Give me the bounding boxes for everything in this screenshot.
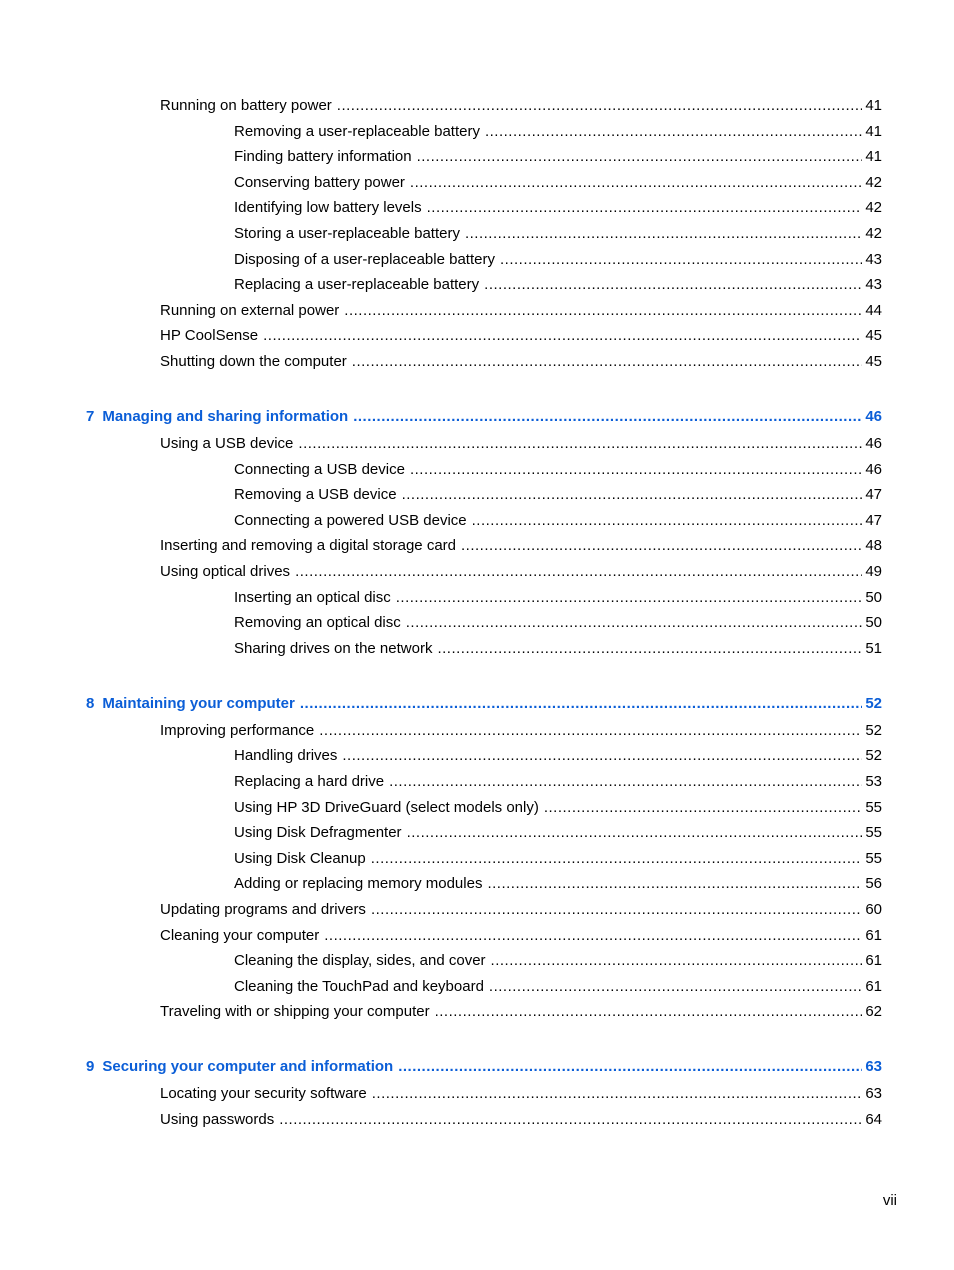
dot-leader [398, 1056, 862, 1078]
dot-leader [487, 873, 862, 895]
toc-entry-title [234, 172, 410, 194]
toc-entry[interactable] [234, 510, 882, 532]
toc-entry-title [234, 197, 427, 219]
toc-page-number: 50 [865, 589, 882, 606]
toc-entry-text: Traveling with or shipping your computer [160, 1003, 430, 1020]
toc-entry-title [160, 433, 298, 455]
dot-leader [319, 720, 862, 742]
dot-leader [484, 274, 862, 296]
toc-entry-title [234, 638, 437, 660]
dot-leader [353, 406, 862, 428]
toc-entry[interactable] [160, 351, 882, 373]
toc-page-number: 61 [865, 978, 882, 995]
chapter-number: 8 [86, 695, 95, 712]
toc-entry-text: Disposing of a user-replaceable battery [234, 251, 495, 268]
toc-entry-title [160, 1001, 435, 1023]
dot-leader [485, 121, 862, 143]
dot-leader [435, 1001, 863, 1023]
toc-entry-title [234, 976, 489, 998]
toc-entry-text: Using Disk Cleanup [234, 850, 366, 867]
toc-page-number: 48 [865, 537, 882, 554]
toc-entry-title [234, 223, 465, 245]
toc-entry-text: Cleaning your computer [160, 927, 320, 944]
toc-page-number: 63 [865, 1085, 882, 1102]
toc-entry[interactable] [160, 1083, 882, 1105]
toc-entry[interactable] [234, 274, 882, 296]
dot-leader [337, 95, 863, 117]
toc-entry-title [86, 1056, 398, 1078]
dot-leader [406, 612, 863, 634]
dot-leader [407, 822, 863, 844]
toc-page-number: 47 [865, 512, 882, 529]
dot-leader [371, 848, 863, 870]
toc-page-number: 42 [865, 199, 882, 216]
toc-entry-text: HP CoolSense [160, 327, 259, 344]
toc-entry[interactable] [160, 1109, 882, 1131]
toc-page-number: 62 [865, 1003, 882, 1020]
toc-page-number: 55 [865, 824, 882, 841]
toc-entry-text: Locating your security software [160, 1085, 367, 1102]
toc-page-number: 41 [865, 97, 882, 114]
toc-page-number: 46 [865, 435, 882, 452]
toc-entry[interactable] [234, 873, 882, 895]
toc-page-number: 61 [865, 927, 882, 944]
toc-entry-title [160, 95, 337, 117]
dot-leader [324, 925, 862, 947]
toc-page-number: 42 [865, 174, 882, 191]
dot-leader [410, 459, 862, 481]
toc-page-number: 44 [865, 302, 882, 319]
dot-leader [342, 745, 862, 767]
toc-page-number: 52 [865, 747, 882, 764]
toc-entry-title [234, 771, 389, 793]
toc-entry-text: Cleaning the TouchPad and keyboard [234, 978, 484, 995]
toc-entry-text: Identifying low battery levels [234, 199, 422, 216]
toc-entry-title [234, 249, 500, 271]
toc-page-number: 63 [865, 1058, 882, 1075]
toc-entry[interactable] [160, 899, 882, 921]
toc-entry[interactable] [234, 771, 882, 793]
toc-entry[interactable] [160, 535, 882, 557]
toc-entry[interactable] [234, 223, 882, 245]
toc-entry-text: Managing and sharing information [102, 408, 349, 425]
dot-leader [472, 510, 863, 532]
toc-entry[interactable] [234, 950, 882, 972]
toc-entry[interactable] [160, 300, 882, 322]
toc-entry-text: Replacing a hard drive [234, 773, 385, 790]
toc-entry[interactable] [234, 822, 882, 844]
toc-entry-text: Connecting a USB device [234, 461, 405, 478]
toc-entry-title [234, 459, 410, 481]
dot-leader [298, 433, 862, 455]
toc-entry-title [160, 325, 263, 347]
toc-entry-title [234, 612, 406, 634]
toc-entry-text: Shutting down the computer [160, 353, 347, 370]
toc-entry-title [160, 925, 324, 947]
toc-entry-title [234, 950, 491, 972]
toc-page-number: 43 [865, 251, 882, 268]
dot-leader [300, 693, 862, 715]
toc-entry-text: Using passwords [160, 1111, 275, 1128]
toc-entry[interactable] [234, 484, 882, 506]
toc-entry-title [160, 899, 371, 921]
dot-leader [263, 325, 862, 347]
toc-entry-text: Securing your computer and information [102, 1058, 394, 1075]
toc-entry-text: Improving performance [160, 722, 315, 739]
toc-entry[interactable] [234, 848, 882, 870]
toc-chapter-entry[interactable] [86, 1056, 882, 1078]
toc-entry-title [234, 587, 396, 609]
toc-entry-title [160, 561, 295, 583]
toc-entry-text: Inserting and removing a digital storage card [160, 537, 457, 554]
toc-entry-title [234, 510, 472, 532]
toc-entry[interactable] [160, 433, 882, 455]
toc-page-number: 55 [865, 850, 882, 867]
dot-leader [544, 797, 862, 819]
toc-page-number: 41 [865, 148, 882, 165]
toc-entry-title [160, 1109, 279, 1131]
toc-entry-text: Running on external power [160, 302, 340, 319]
toc-entry-title [160, 300, 344, 322]
dot-leader [500, 249, 862, 271]
toc-entry[interactable] [160, 1001, 882, 1023]
toc-entry-text: Using a USB device [160, 435, 294, 452]
toc-entry-text: Using HP 3D DriveGuard (select models only) [234, 799, 539, 816]
dot-leader [427, 197, 863, 219]
toc-entry-title [234, 146, 417, 168]
dot-leader [389, 771, 862, 793]
toc-entry-title [234, 797, 544, 819]
toc-entry-text: Replacing a user-replaceable battery [234, 276, 480, 293]
toc-page-number: 41 [865, 123, 882, 140]
toc-entry-title [234, 745, 342, 767]
toc-entry-title [160, 1083, 372, 1105]
toc-entry[interactable] [234, 172, 882, 194]
toc-entry-text: Conserving battery power [234, 174, 405, 191]
toc-entry-text: Inserting an optical disc [234, 589, 391, 606]
toc-entry[interactable] [234, 638, 882, 660]
toc-entry-text: Maintaining your computer [102, 695, 295, 712]
toc-page-number: 47 [865, 486, 882, 503]
toc-entry-text: Updating programs and drivers [160, 901, 366, 918]
dot-leader [491, 950, 863, 972]
toc-entry-title [234, 873, 487, 895]
toc-entry-text: Adding or replacing memory modules [234, 875, 483, 892]
toc-entry[interactable] [234, 146, 882, 168]
toc-entry-title [234, 274, 484, 296]
dot-leader [352, 351, 863, 373]
toc-entry-title [86, 406, 353, 428]
dot-leader [437, 638, 862, 660]
toc-entry-text: Cleaning the display, sides, and cover [234, 952, 486, 969]
dot-leader [372, 1083, 863, 1105]
chapter-number: 7 [86, 408, 95, 425]
toc-page-number: 50 [865, 614, 882, 631]
toc-page-number: 45 [865, 327, 882, 344]
toc-entry-text: Removing a user-replaceable battery [234, 123, 480, 140]
page-number: vii [882, 1192, 897, 1209]
toc-entry-text: Removing a USB device [234, 486, 397, 503]
toc-entry-title [86, 693, 300, 715]
toc-entry-text: Removing an optical disc [234, 614, 401, 631]
toc-entry-title [160, 535, 461, 557]
toc-entry-text: Connecting a powered USB device [234, 512, 467, 529]
toc-page-number: 60 [865, 901, 882, 918]
toc-page-number: 42 [865, 225, 882, 242]
dot-leader [410, 172, 862, 194]
toc-page-number: 53 [865, 773, 882, 790]
toc-entry-text: Finding battery information [234, 148, 412, 165]
toc-entry[interactable] [160, 95, 882, 117]
dot-leader [417, 146, 863, 168]
toc-page-number: 52 [865, 695, 882, 712]
toc-page-number: 56 [865, 875, 882, 892]
toc-page-number: 64 [865, 1111, 882, 1128]
toc-page-number: 55 [865, 799, 882, 816]
toc-entry-text: Sharing drives on the network [234, 640, 433, 657]
toc-entry[interactable] [234, 745, 882, 767]
toc-entry-title [160, 351, 352, 373]
toc-entry-text: Storing a user-replaceable battery [234, 225, 460, 242]
toc-page-number: 61 [865, 952, 882, 969]
toc-entry[interactable] [160, 561, 882, 583]
toc-entry[interactable] [160, 720, 882, 742]
toc-entry[interactable] [234, 249, 882, 271]
toc-page-number: 46 [865, 408, 882, 425]
toc-page-number: 45 [865, 353, 882, 370]
toc-page-number: 52 [865, 722, 882, 739]
dot-leader [344, 300, 862, 322]
dot-leader [465, 223, 862, 245]
dot-leader [489, 976, 862, 998]
toc-entry[interactable] [234, 797, 882, 819]
toc-entry[interactable] [234, 587, 882, 609]
toc-entry[interactable] [234, 197, 882, 219]
toc-page-number: 49 [865, 563, 882, 580]
toc-page-number: 46 [865, 461, 882, 478]
dot-leader [402, 484, 863, 506]
toc-entry[interactable] [160, 325, 882, 347]
chapter-number: 9 [86, 1058, 95, 1075]
toc-entry[interactable] [234, 976, 882, 998]
dot-leader [371, 899, 862, 921]
toc-page-number: 43 [865, 276, 882, 293]
dot-leader [396, 587, 863, 609]
toc-entry[interactable] [234, 612, 882, 634]
toc-entry-title [234, 848, 371, 870]
toc-entry[interactable] [234, 121, 882, 143]
toc-entry-title [234, 484, 402, 506]
toc-entry-text: Handling drives [234, 747, 338, 764]
toc-entry-text: Using Disk Defragmenter [234, 824, 402, 841]
toc-entry[interactable] [160, 925, 882, 947]
toc-page-number: 51 [865, 640, 882, 657]
dot-leader [295, 561, 862, 583]
toc-entry-text: Using optical drives [160, 563, 291, 580]
toc-entry-title [160, 720, 319, 742]
toc-chapter-entry[interactable] [86, 693, 882, 715]
toc-entry-title [234, 822, 407, 844]
toc-entry-text: Running on battery power [160, 97, 332, 114]
toc-entry-title [234, 121, 485, 143]
dot-leader [279, 1109, 862, 1131]
dot-leader [461, 535, 862, 557]
toc-entry[interactable] [234, 459, 882, 481]
toc-chapter-entry[interactable] [86, 406, 882, 428]
